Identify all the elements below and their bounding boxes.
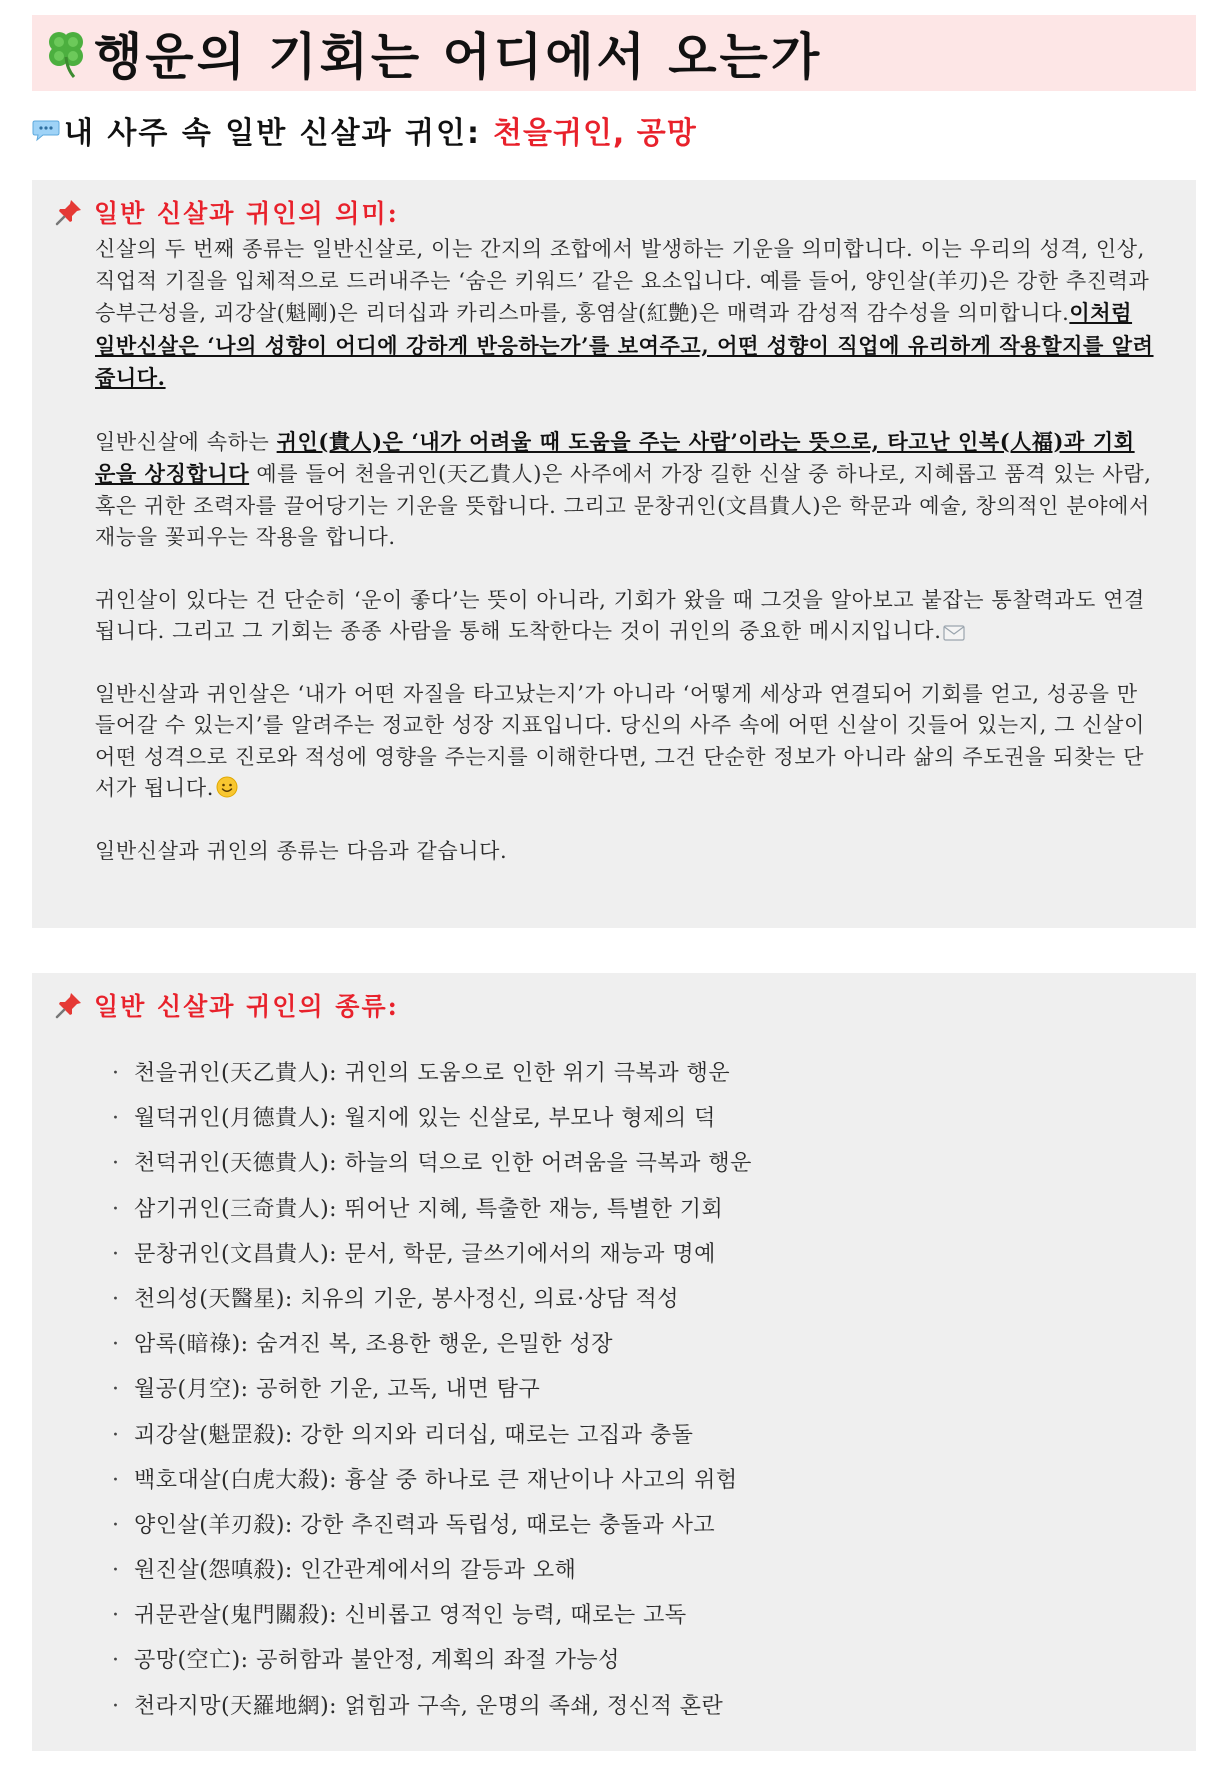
list-item-text: 괴강살(魁罡殺): 강한 의지와 리더십, 때로는 고집과 충돌 [134, 1422, 694, 1448]
list-item-text: 문창귀인(文昌貴人): 문서, 학문, 글쓰기에서의 재능과 명예 [134, 1241, 716, 1267]
list-item-text: 귀문관살(鬼門關殺): 신비롭고 영적인 능력, 때로는 고독 [134, 1603, 687, 1629]
bullet: · [112, 1151, 120, 1177]
bullet: · [112, 1241, 120, 1267]
meaning-paragraph-3 [95, 585, 1155, 648]
list-item-text: 삼기귀인(三奇貴人): 뛰어난 지혜, 특출한 재능, 특별한 기회 [134, 1196, 724, 1222]
list-item-text: 공망(空亡): 공허함과 불안정, 계획의 좌절 가능성 [134, 1648, 620, 1674]
subheading [32, 108, 697, 152]
meaning-paragraph-4 [95, 679, 1155, 805]
list-item [112, 1277, 752, 1322]
list-item [112, 1458, 752, 1503]
smiley-icon [216, 776, 238, 798]
pushpin-icon [54, 197, 84, 227]
bullet: · [112, 1061, 120, 1086]
list-item [112, 1548, 752, 1593]
meaning-p1-emphasis: 이처럼 일반신살은 ‘나의 성향이 어디에 강하게 반응하는가’를 보여주고, 어떤 성향이 직업에 유리하게 작용할지를 알려줍니다. [95, 300, 1154, 390]
bullet: · [112, 1648, 120, 1674]
subheading-highlight: 천을귀인, 공망 [493, 116, 697, 151]
bullet: · [112, 1603, 120, 1629]
meaning-p2-text-a: 일반신살에 속하는 [95, 429, 277, 454]
meaning-body [95, 234, 1155, 898]
list-item-text: 월공(月空): 공허한 기운, 고독, 내면 탐구 [134, 1377, 541, 1403]
list-item-text: 양인살(羊刃殺): 강한 추진력과 독립성, 때로는 충돌과 사고 [134, 1512, 716, 1538]
types-heading [54, 987, 399, 1023]
page-title: 행운의 기회는 어디에서 오는가 [94, 28, 823, 86]
bullet: · [112, 1512, 120, 1538]
list-item-text: 천의성(天醫星): 치유의 기운, 봉사정신, 의료·상담 적성 [134, 1286, 680, 1312]
types-heading-text: 일반 신살과 귀인의 종류: [94, 992, 399, 1021]
bullet: · [112, 1377, 120, 1403]
bullet: · [112, 1286, 120, 1312]
list-item-text: 암록(暗祿): 숨겨진 복, 조용한 행운, 은밀한 성장 [134, 1332, 614, 1358]
list-item-text: 천을귀인(天乙貴人): 귀인의 도움으로 인한 위기 극복과 행운 [134, 1061, 731, 1086]
four-leaf-clover-icon [40, 27, 92, 79]
meaning-paragraph-5: 일반신살과 귀인의 종류는 다음과 같습니다. [95, 838, 508, 863]
meaning-panel [32, 180, 1196, 928]
list-item [112, 1322, 752, 1367]
list-item [112, 1051, 752, 1096]
bullet: · [112, 1196, 120, 1222]
bullet: · [112, 1422, 120, 1448]
meaning-heading-text: 일반 신살과 귀인의 의미: [94, 199, 399, 228]
meaning-p3-text: 귀인살이 있다는 건 단순히 ‘운이 좋다’는 뜻이 아니라, 기회가 왔을 때 그것을 알아보고 붙잡는 통찰력과도 연결됩니다. 그리고 그 기회는 종종 사람을 통해 도착한다는 것이 귀인의 중요한 메시지입니다. [95, 587, 1145, 643]
speech-bubble-icon [32, 118, 60, 142]
pushpin-icon [54, 990, 84, 1020]
meaning-heading [54, 194, 399, 230]
list-item [112, 1684, 752, 1729]
subheading-label: 내 사주 속 일반 신살과 귀인: [64, 116, 481, 151]
meaning-p2-emphasis: 귀인(貴人)은 ‘내가 어려울 때 도움을 주는 사람’이라는 뜻으로, 타고난 인복(人福)과 기회 운을 상징합니다 [95, 428, 1135, 486]
list-item [112, 1187, 752, 1232]
list-item [112, 1141, 752, 1186]
list-item [112, 1367, 752, 1412]
meaning-p4-text: 일반신살과 귀인살은 ‘내가 어떤 자질을 타고났는지’가 아니라 ‘어떻게 세상과 연결되어 기회를 얻고, 성공을 만들어갈 수 있는지’를 알려주는 정교한 성장 지표입니다. 당신의 사주 속에 어떤 신살이 깃들어 있는지, 그 신살이 어떤 성격으로 진로와 적성에 영향을 주는지를 이해한다면, 그건 단순한 정보가 아니라 삶의 주도권을 되찾는 단서가 됩니다. [95, 681, 1145, 800]
meaning-paragraph-2 [95, 426, 1155, 554]
list-item-text: 천덕귀인(天德貴人): 하늘의 덕으로 인한 어려움을 극복과 행운 [134, 1151, 752, 1177]
meaning-p1-text: 신살의 두 번째 종류는 일반신살로, 이는 간지의 조합에서 발생하는 기운을 의미합니다. 이는 우리의 성격, 인상, 직업적 기질을 입체적으로 드러내주는 ‘숨은 키워드’ 같은 요소입니다. 예를 들어, 양인살(羊刃)은 강한 추진력과 승부근성을, 괴강살(魁剛)은 리더십과 카리스마를, 홍염살(紅艶)은 매력과 감성적 감수성을 의미합니다. [95, 237, 1150, 325]
list-item [112, 1593, 752, 1638]
list-item-text: 백호대살(白虎大殺): 흉살 중 하나로 큰 재난이나 사고의 위험 [134, 1467, 738, 1493]
envelope-icon [943, 625, 965, 641]
bullet: · [112, 1106, 120, 1132]
list-item [112, 1413, 752, 1458]
bullet: · [112, 1558, 120, 1584]
bullet: · [112, 1467, 120, 1493]
bullet: · [112, 1332, 120, 1358]
types-list [112, 1051, 752, 1729]
list-item [112, 1232, 752, 1277]
list-item [112, 1503, 752, 1548]
meaning-paragraph-1 [95, 234, 1155, 395]
list-item [112, 1638, 752, 1683]
bullet: · [112, 1693, 120, 1719]
types-panel [32, 973, 1196, 1751]
list-item [112, 1096, 752, 1141]
list-item-text: 월덕귀인(月德貴人): 월지에 있는 신살로, 부모나 형제의 덕 [134, 1106, 716, 1132]
list-item-text: 원진살(怨嗔殺): 인간관계에서의 갈등과 오해 [134, 1558, 577, 1584]
list-item-text: 천라지망(天羅地網): 얽힘과 구속, 운명의 족쇄, 정신적 혼란 [134, 1693, 724, 1719]
title-bar [32, 15, 1196, 91]
meaning-p2-text-b: 예를 들어 천을귀인(天乙貴人)은 사주에서 가장 길한 신살 중 하나로, 지혜롭고 품격 있는 사람, 혹은 귀한 조력자를 끌어당기는 기운을 뜻합니다. 그리고 문창귀인(文昌貴人)은 학문과 예술, 창의적인 분야에서 재능을 꽃피우는 작용을 합니다. [95, 462, 1152, 549]
